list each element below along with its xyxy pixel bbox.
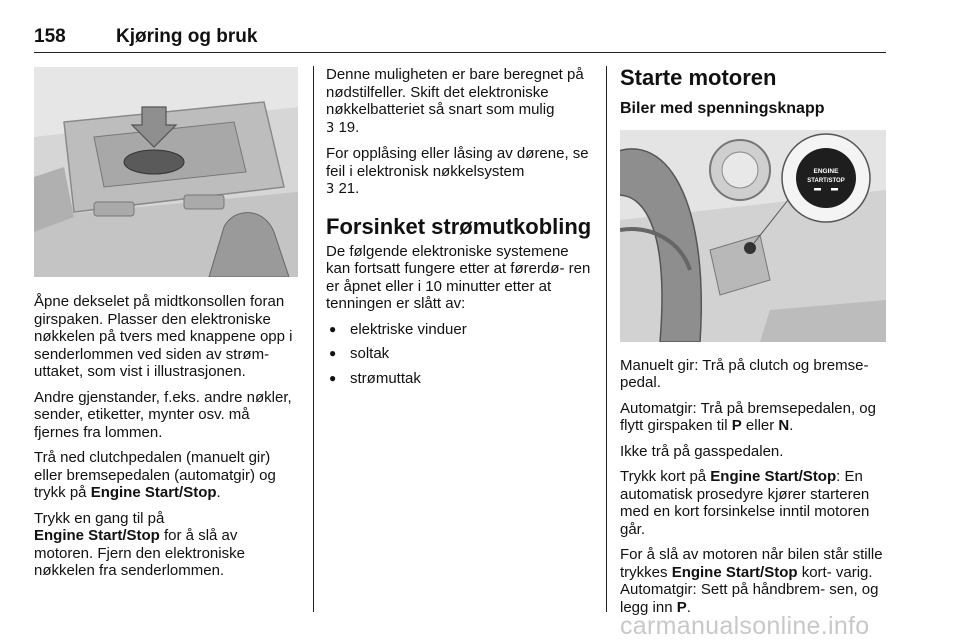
engine-start-stop-term: Engine Start/Stop bbox=[710, 468, 837, 485]
column-2 bbox=[326, 66, 594, 394]
col3-paragraph-4: Trykk kort på Engine Start/Stop: En automatisk prosedyre kjører starteren med en kort forsinkelse inntil motoren går. bbox=[620, 468, 870, 538]
console-key-pocket-illustration bbox=[34, 67, 298, 277]
col2-paragraph-2: For opplåsing eller låsing av dørene, se feil i elektronisk nøkkelsystem 3 21. bbox=[326, 145, 589, 197]
col3-paragraph-1: Manuelt gir: Trå på clutch og bremse- pedal. bbox=[620, 356, 869, 391]
page-number: 158 bbox=[34, 26, 66, 47]
col2-paragraph-3: De følgende elektroniske systemene kan fortsatt fungere etter at førerdø- ren er åpnet eller i 10 minutter etter at tenningen er slått av: bbox=[326, 242, 591, 312]
col1-paragraph-2: Andre gjenstander, f.eks. andre nøkler, sender, etiketter, mynter osv. må fjernes fra lommen. bbox=[34, 388, 292, 441]
list-item: ● elektriske vinduer bbox=[326, 321, 594, 339]
button-label-start-stop: START/STOP bbox=[807, 177, 845, 184]
section-heading-start-engine: Starte motoren bbox=[620, 65, 777, 90]
col1-paragraph-3: Trå ned clutchpedalen (manuelt gir) eller bremsepedalen (automatgir) og trykk på Engine Start/Stop. bbox=[34, 449, 276, 501]
systems-list bbox=[326, 321, 594, 388]
button-label-engine: ENGINE bbox=[813, 167, 839, 175]
engine-start-stop-term: Engine Start/Stop bbox=[34, 527, 160, 544]
page-header bbox=[34, 26, 886, 53]
col3-paragraph-3: Ikke trå på gasspedalen. bbox=[620, 442, 784, 460]
page-ref-arrow-icon: 3 bbox=[326, 182, 335, 197]
list-item: ● soltak bbox=[326, 345, 594, 363]
column-1 bbox=[34, 67, 298, 588]
section-heading-delayed-power: Forsinket strømutkobling bbox=[326, 213, 592, 239]
col2-paragraph-1: Denne muligheten er bare beregnet på nødstilfeller. Skift det elektroniske nøkkelbatteriet så snart som mulig 3 19. bbox=[326, 66, 584, 136]
column-divider bbox=[313, 66, 314, 612]
page-ref-arrow-icon: 3 bbox=[326, 120, 335, 136]
subsection-heading: Biler med spenningsknapp bbox=[620, 100, 825, 117]
column-divider bbox=[606, 66, 607, 612]
chapter-title: Kjøring og bruk bbox=[116, 26, 258, 47]
engine-start-stop-term: Engine Start/Stop bbox=[90, 484, 217, 501]
dashboard-start-button-illustration bbox=[620, 130, 886, 342]
engine-start-stop-term: Engine Start/Stop bbox=[671, 563, 798, 581]
list-item: ● strømuttak bbox=[326, 370, 594, 388]
page-ref-link[interactable]: 21. bbox=[338, 180, 360, 197]
page-ref-link[interactable]: 19. bbox=[338, 118, 360, 136]
col1-paragraph-1: Åpne dekselet på midtkonsollen foran girspaken. Plasser den elektroniske nøkkelen på tvers med knappene opp i senderlommen ved siden av strøm- uttaket, som vist i illustrasjonen. bbox=[34, 293, 293, 380]
column-3 bbox=[620, 66, 886, 624]
col3-paragraph-5: For å slå av motoren når bilen står stille trykkes Engine Start/Stop kort- varig. Automatgir: Sett på håndbrem- sen, og legg inn P. bbox=[620, 546, 883, 616]
col3-paragraph-2: Automatgir: Trå på bremsepedalen, og flytt girspaken til P eller N. bbox=[620, 399, 876, 434]
col1-paragraph-4: Trykk en gang til på Engine Start/Stop for å slå av motoren. Fjern den elektroniske nøkkelen fra senderlommen. bbox=[34, 509, 245, 579]
watermark: carmanualsonline.info bbox=[620, 612, 870, 640]
